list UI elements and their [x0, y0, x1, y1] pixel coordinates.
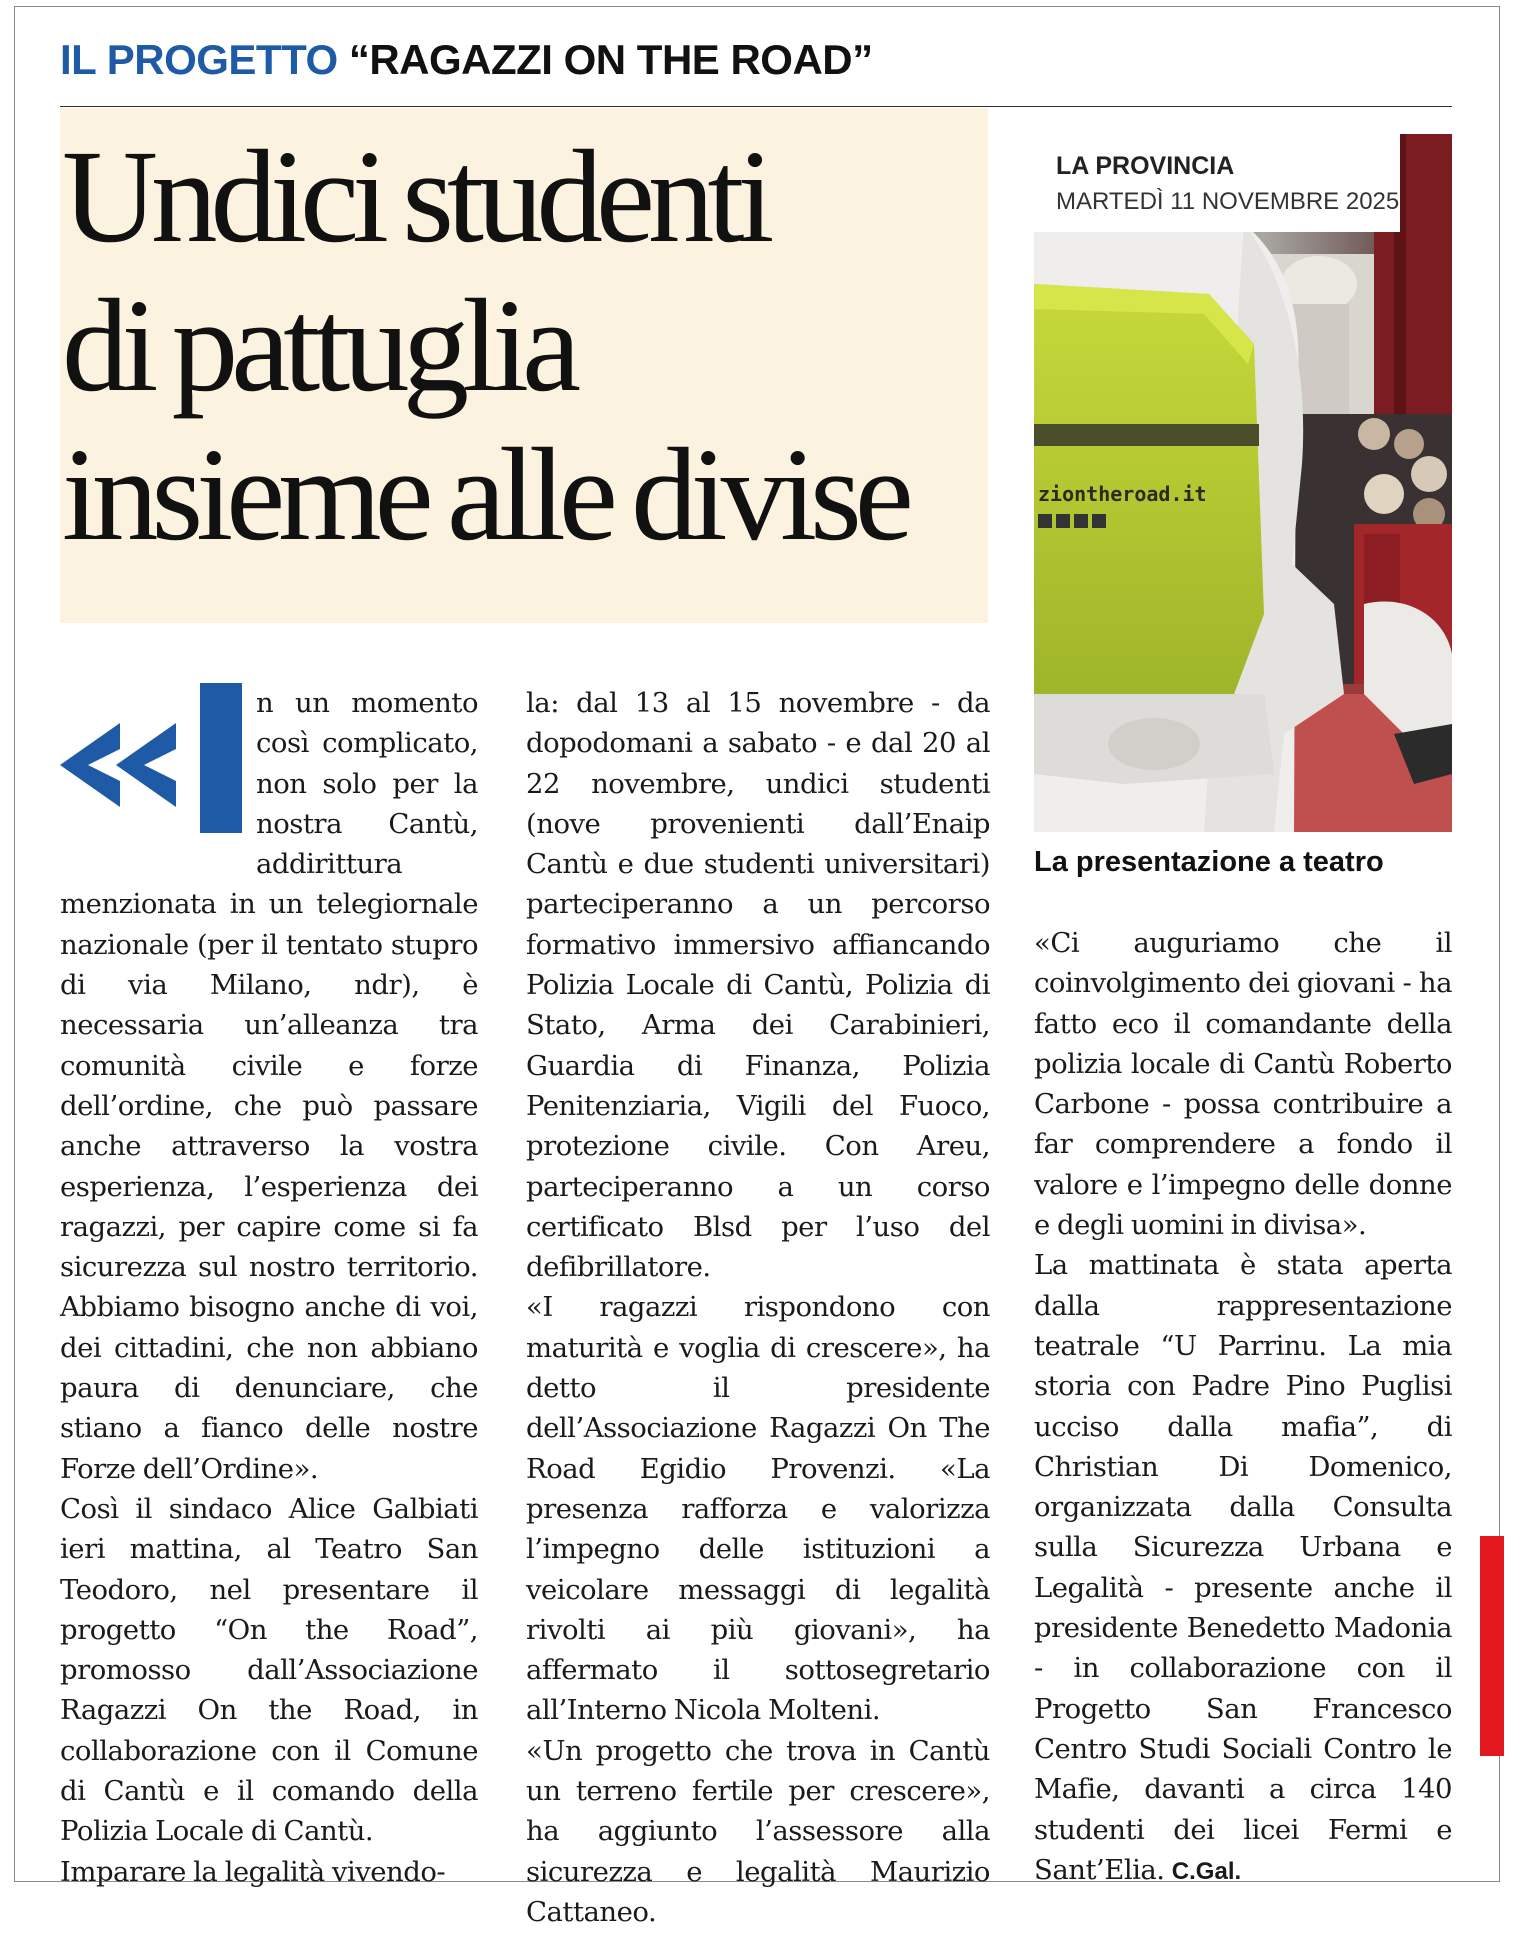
publication-date: MARTEDÌ 11 NOVEMBRE 2025 — [1056, 188, 1400, 215]
paragraph-7-text: La mattinata è stata aperta dalla rappresentazione teatrale “U Parrinu. La mia storia con Padre Pino Puglisi ucciso dalla mafia”, di Christian Di Domenico, organizzata dalla Consulta sulla Sicurezza Urbana e Legalità - presente anche il presidente Benedetto Madonia - in collaborazione con il Progetto San Francesco Centro Studi Sociali Contro le Mafie, davanti a circa 140 studenti dei licei Fermi e Sant’Elia. — [1034, 1249, 1452, 1886]
kicker-rule — [60, 106, 1452, 107]
dropcap-letter-i — [200, 683, 242, 833]
paragraph-5: «Un progetto che trova in Cantù un terreno fertile per crescere», ha aggiunto l’assessore alla sicurezza e legalità Maurizio Cattaneo. — [526, 1734, 990, 1928]
red-marker-bar — [1480, 1536, 1504, 1756]
headline — [62, 122, 907, 569]
photo-caption: La presentazione a teatro — [1034, 846, 1384, 878]
guillemet-icon — [60, 683, 190, 847]
dateline — [1034, 134, 1400, 232]
paragraph-2: Così il sindaco Alice Galbiati ieri mattina, al Teatro San Teodoro, nel presentare il progetto “On the Road”, promosso dall’Associazione Ragazzi On the Road, in collaborazione con il Comune di Cantù e il comando della Polizia Locale di Cantù. — [60, 1492, 478, 1848]
publication-name: LA PROVINCIA — [1056, 152, 1235, 180]
kicker — [60, 36, 873, 84]
paragraph-7 — [1034, 1245, 1452, 1892]
theater-photo-illustration — [1034, 134, 1452, 832]
paragraph-1: n un momento così complicato, non solo per la nostra Cantù, addirittura menzionata in un telegiornale nazionale (per il tentato stupro di via Milano, ndr), è necessaria un’alleanza tra comunità civile e forze dell’ordine, che può passare anche attraverso la vostra esperienza, l’esperienza dei ragazzi, per capire come si fa sicurezza sul nostro territorio. Abbiamo bisogno anche di voi, dei cittadini, che non abbiano paura di denunciare, che stiano a fianco delle nostre Forze dell’Ordine». — [60, 687, 478, 1485]
kicker-section: IL PROGETTO — [60, 36, 338, 83]
article-column-1 — [60, 683, 478, 1892]
dropcap — [60, 683, 256, 847]
article-column-3 — [1034, 923, 1452, 1892]
article-column-2 — [526, 683, 990, 1932]
article-photo — [1034, 134, 1452, 832]
paragraph-3-continued: la: dal 13 al 15 novembre - da dopodomani a sabato - e dal 20 al 22 novembre, undici studenti (nove provenienti dall’Enaip Cantù e due studenti universitari) parteciperanno a un percorso formativo immersivo affiancando Polizia Locale di Cantù, Polizia di Stato, Arma dei Carabinieri, Guardia di Finanza, Polizia Penitenziaria, Vigili del Fuoco, protezione civile. Con Areu, parteciperanno a un corso certificato Blsd per l’uso del defibrillatore. — [526, 687, 990, 1284]
headline-line-3: insieme alle divise — [62, 420, 907, 568]
paragraph-4: «I ragazzi rispondono con maturità e voglia di crescere», ha detto il presidente dell’Associazione Ragazzi On The Road Egidio Provenzi. «La presenza rafforza e valorizza l’impegno delle istituzioni a veicolare messaggi di legalità rivolti ai più giovani», ha affermato il sottosegretario all’Interno Nicola Molteni. — [526, 1291, 990, 1727]
paragraph-6: «Ci auguriamo che il coinvolgimento dei giovani - ha fatto eco il comandante della polizia locale di Cantù Roberto Carbone - possa contribuire a far comprendere a fondo il valore e l’impegno delle donne e degli uomini in divisa». — [1034, 927, 1452, 1242]
kicker-title: “RAGAZZI ON THE ROAD” — [348, 36, 873, 83]
vest-text: ziontheroad.it — [1038, 482, 1207, 506]
author-signature: C.Gal. — [1171, 1857, 1242, 1885]
headline-line-2: di pattuglia — [62, 271, 575, 419]
headline-line-1: Undici studenti — [62, 122, 768, 270]
paragraph-3-start: Imparare la legalità vivendo- — [60, 1855, 446, 1888]
